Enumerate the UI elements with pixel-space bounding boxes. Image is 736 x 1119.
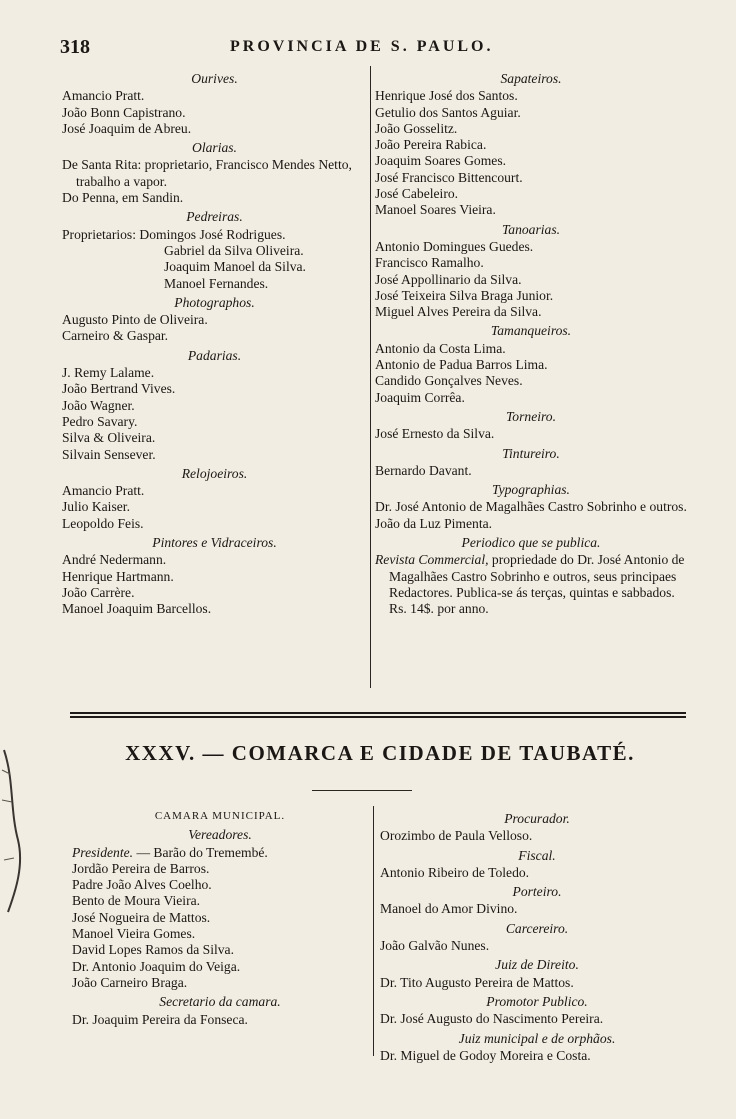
list-item: Antonio Ribeiro de Toledo. <box>380 864 530 880</box>
category-heading: Periodico que se publica. <box>461 535 601 551</box>
list-item: Joaquim Corrêa. <box>375 389 465 405</box>
official-heading: Juiz municipal e de orphãos. <box>458 1030 616 1046</box>
periodico-text: propriedade do Dr. José Antonio de Magalhães Castro Sobrinho e outros, seus principaes Redactores. Publica-se ás terças, quintas e sabbados. Rs. 14$. por anno. <box>389 552 685 617</box>
list-item: Julio Kaiser. <box>62 499 130 515</box>
list-item: João Wagner. <box>62 397 135 413</box>
list-item: José Francisco Bittencourt. <box>375 169 523 185</box>
title-rule <box>312 790 412 791</box>
list-item: Dr. Tito Augusto Pereira de Mattos. <box>380 974 574 990</box>
list-item: José Nogueira de Mattos. <box>72 909 211 925</box>
list-item: José Appollinario da Silva. <box>375 271 522 287</box>
list-item: Francisco Ramalho. <box>375 255 484 271</box>
column-divider <box>370 66 371 688</box>
official-heading: Porteiro. <box>512 884 562 900</box>
category-heading: Pedreiras. <box>186 209 243 225</box>
list-item: Dr. Joaquim Pereira da Fonseca. <box>72 1011 248 1027</box>
category-heading: Tamanqueiros. <box>490 323 572 339</box>
list-item: José Cabeleiro. <box>375 186 459 202</box>
list-item: Miguel Alves Pereira da Silva. <box>375 304 542 320</box>
list-item: Dr. Antonio Joaquim do Veiga. <box>72 958 241 974</box>
list-item: Orozimbo de Paula Velloso. <box>380 828 533 844</box>
list-item: Manoel Vieira Gomes. <box>72 926 196 942</box>
official-heading: Carcereiro. <box>505 920 569 936</box>
list-item: Dr. José Augusto do Nascimento Pereira. <box>380 1011 604 1027</box>
list-item: Dr. Miguel de Godoy Moreira e Costa. <box>380 1047 591 1063</box>
page-header <box>60 36 692 60</box>
list-item: Antonio Domingues Guedes. <box>375 238 534 254</box>
section-divider-bottom <box>70 716 686 718</box>
list-item: Gabriel da Silva Oliveira. <box>164 242 304 258</box>
list-item: João Pereira Rabica. <box>375 137 487 153</box>
category-heading: Relojoeiros. <box>181 465 248 481</box>
list-item: José Ernesto da Silva. <box>375 426 495 442</box>
list-item: Dr. José Antonio de Magalhães Castro Sobrinho e outros. <box>375 499 687 515</box>
periodico-title: Revista Commercial, <box>375 552 489 568</box>
camara-column <box>72 808 368 1028</box>
left-column <box>62 68 367 618</box>
page-edge-mark <box>0 740 36 920</box>
camara-heading: CAMARA MUNICIPAL. <box>154 810 286 822</box>
category-heading: Photographos. <box>174 294 255 310</box>
list-item: Manoel Soares Vieira. <box>375 202 496 218</box>
page-number: 318 <box>60 36 90 58</box>
list-item: José Joaquim de Abreu. <box>62 120 192 136</box>
periodico-entry <box>375 552 687 617</box>
list-item: J. Remy Lalame. <box>62 365 155 381</box>
secretario-heading: Secretario da camara. <box>159 994 281 1010</box>
section-divider-top <box>70 712 686 714</box>
list-item: Manoel Fernandes. <box>164 275 269 291</box>
list-item: Carneiro & Gaspar. <box>62 328 169 344</box>
category-heading: Sapateiros. <box>500 71 562 86</box>
list-item: José Teixeira Silva Braga Junior. <box>375 287 554 303</box>
list-item: Silvain Sensever. <box>62 446 156 462</box>
list-item: Jordão Pereira de Barros. <box>72 860 210 876</box>
list-item: Getulio dos Santos Aguiar. <box>375 104 521 120</box>
list-item: Joaquim Manoel da Silva. <box>164 259 306 275</box>
list-item: Antonio da Costa Lima. <box>375 340 506 356</box>
list-item: Padre João Alves Coelho. <box>72 877 212 893</box>
list-item: Pedro Savary. <box>62 413 138 429</box>
presidente-label: Presidente. <box>72 844 134 860</box>
category-heading: Tanoarias. <box>501 221 561 237</box>
list-item: Silva & Oliveira. <box>62 430 156 446</box>
list-item: Leopoldo Feis. <box>62 515 144 531</box>
list-item: João Galvão Nunes. <box>380 938 490 954</box>
list-item: Joaquim Soares Gomes. <box>375 153 507 169</box>
presidente-line <box>72 845 368 861</box>
list-item: João Bonn Capistrano. <box>62 104 186 120</box>
list-item: Antonio de Padua Barros Lima. <box>375 357 548 373</box>
list-item: Bento de Moura Vieira. <box>72 893 201 909</box>
list-item: João Gosselitz. <box>375 120 458 136</box>
official-heading: Fiscal. <box>518 847 556 863</box>
list-item: Augusto Pinto de Oliveira. <box>62 312 208 328</box>
list-item: André Nedermann. <box>62 552 167 568</box>
list-item: Henrique Hartmann. <box>62 568 174 584</box>
category-heading: Torneiro. <box>506 408 556 424</box>
section-title: XXXV. — COMARCA E CIDADE DE TAUBATÉ. <box>125 741 635 765</box>
list-item: João Carrère. <box>62 584 135 600</box>
list-item: João Bertrand Vives. <box>62 381 176 397</box>
list-item: Henrique José dos Santos. <box>375 88 518 104</box>
list-item: João Carneiro Braga. <box>72 974 188 990</box>
category-heading: Olarias. <box>192 140 237 156</box>
list-item: De Santa Rita: proprietario, Francisco Mendes Netto, trabalho a vapor. <box>62 157 352 189</box>
official-heading: Juiz de Direito. <box>495 957 579 973</box>
column-divider <box>373 806 374 1056</box>
category-heading: Ourives. <box>191 71 238 86</box>
officials-column <box>380 808 694 1064</box>
category-heading: Pintores e Vidraceiros. <box>152 535 277 551</box>
list-item: Bernardo Davant. <box>375 462 472 478</box>
list-item: Candido Gonçalves Neves. <box>375 373 523 389</box>
running-title: PROVINCIA DE S. PAULO. <box>230 38 494 55</box>
official-heading: Promotor Publico. <box>486 993 588 1009</box>
list-item: Do Penna, em Sandin. <box>62 190 184 206</box>
list-item: Manoel do Amor Divino. <box>380 901 518 917</box>
category-heading: Tintureiro. <box>502 445 560 461</box>
presidente-name: — Barão do Tremembé. <box>136 844 268 860</box>
list-item: Manoel Joaquim Barcellos. <box>62 601 212 617</box>
vereadores-heading: Vereadores. <box>188 827 252 843</box>
list-item: Amancio Pratt. <box>62 483 145 499</box>
official-heading: Procurador. <box>504 811 570 826</box>
list-item: Amancio Pratt. <box>62 88 145 104</box>
list-item: João da Luz Pimenta. <box>375 515 493 531</box>
category-heading: Typographias. <box>492 482 570 498</box>
list-item: David Lopes Ramos da Silva. <box>72 942 234 958</box>
category-heading: Padarias. <box>187 347 242 363</box>
list-item: Proprietarios: Domingos José Rodrigues. <box>62 226 286 242</box>
right-column <box>375 68 687 618</box>
